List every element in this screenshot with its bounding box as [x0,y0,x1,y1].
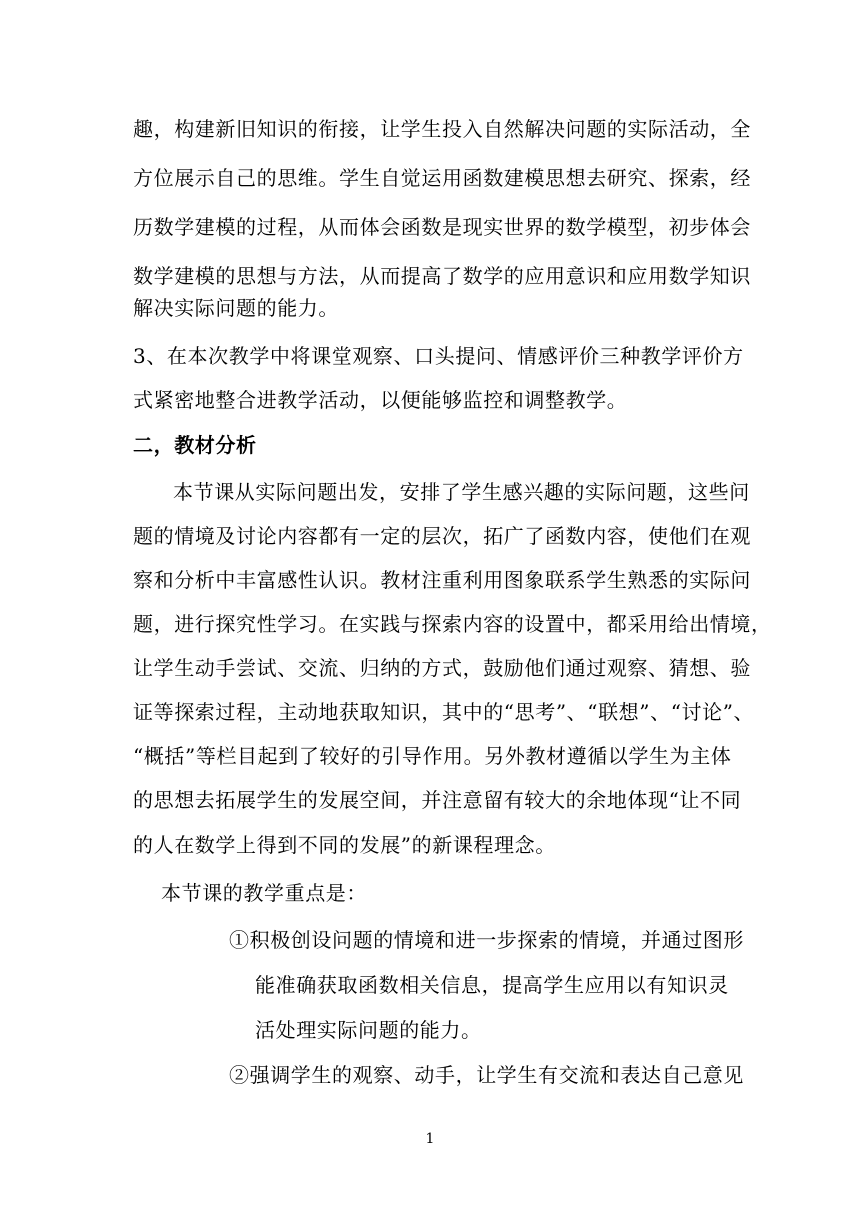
body-text-line: 本节课从实际问题出发，安排了学生感兴趣的实际问题，这些问 [173,480,750,504]
body-text-line: 方位展示自己的思维。学生自觉运用函数建模思想去研究、探索，经 [133,166,751,190]
body-text-line: 题，进行探究性学习。在实践与探索内容的设置中，都采用给出情境， [133,612,772,636]
key-point-item: ①积极创设问题的情境和进一步探索的情境，并通过图形 [229,928,744,952]
section-heading: 二，教材分析 [133,433,257,457]
page-number: 1 [425,1131,435,1147]
body-text-line: 历数学建模的过程，从而体会函数是现实世界的数学模型，初步体会 [133,215,751,239]
key-point-item-cont: 活处理实际问题的能力。 [255,1018,482,1042]
body-text-line: 式紧密地整合进教学活动，以便能够监控和调整教学。 [133,388,628,412]
body-text-line: 察和分析中丰富感性认识。教材注重利用图象联系学生熟悉的实际问 [133,568,751,592]
body-text-line: 的思想去拓展学生的发展空间，并注意留有较大的余地体现“让不同 [133,788,742,812]
body-text-line: “概括”等栏目起到了较好的引导作用。另外教材遵循以学生为主体 [133,744,732,768]
key-points-intro: 本节课的教学重点是： [161,881,367,905]
body-text-line: 3、在本次教学中将课堂观察、口头提问、情感评价三种教学评价方 [133,344,744,368]
body-text-line: 的人在数学上得到不同的发展”的新课程理念。 [133,833,556,857]
body-text-line: 解决实际问题的能力。 [133,296,339,320]
body-text-line: 证等探索过程，主动地获取知识，其中的“思考”、“联想”、“讨论”、 [133,700,755,724]
body-text-line: 数学建模的思想与方法，从而提高了数学的应用意识和应用数学知识 [133,264,751,288]
body-text-line: 趣，构建新旧知识的衔接，让学生投入自然解决问题的实际活动，全 [133,117,751,141]
body-text-line: 题的情境及讨论内容都有一定的层次，拓广了函数内容，使他们在观 [133,524,751,548]
key-point-item: ②强调学生的观察、动手，让学生有交流和表达自己意见 [229,1063,744,1087]
key-point-item-cont: 能准确获取函数相关信息，提高学生应用以有知识灵 [255,973,729,997]
body-text-line: 让学生动手尝试、交流、归纳的方式，鼓励他们通过观察、猜想、验 [133,656,751,680]
